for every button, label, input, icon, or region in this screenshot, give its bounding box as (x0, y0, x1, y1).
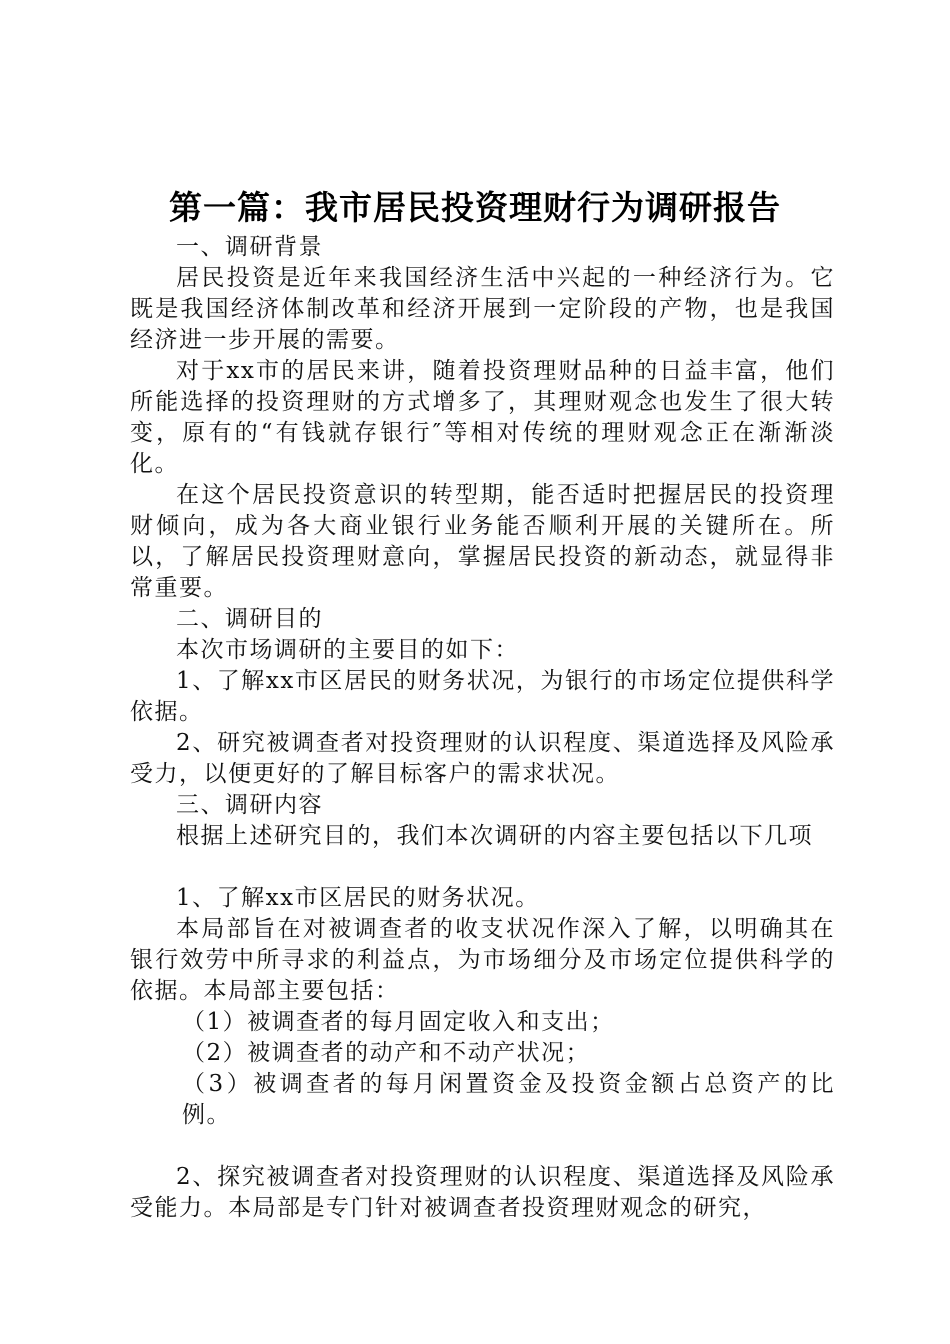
paragraph-content-item-2: 2、探究被调查者对投资理财的认识程度、渠道选择及风险承受能力。本局部是专门针对被调查者投资理财观念的研究， (130, 1164, 835, 1221)
blank-line (130, 852, 835, 883)
blank-line (130, 1131, 835, 1162)
paragraph-purpose-intro: 本次市场调研的主要目的如下： (176, 637, 519, 663)
paragraph-content-item-1: 1、了解xx市区居民的财务状况。 (176, 885, 540, 911)
paragraph-background-1: 居民投资是近年来我国经济生活中兴起的一种经济行为。它既是我国经济体制改革和经济开展到一定阶段的产物，也是我国经济进一步开展的需要。 (130, 265, 835, 353)
list-item-idle-funds: （3）被调查者的每月闲置资金及投资金额占总资产的比例。 (182, 1071, 835, 1128)
paragraph-content-intro: 根据上述研究目的，我们本次调研的内容主要包括以下几项 (176, 823, 813, 849)
document-body (130, 232, 835, 1224)
section-heading-purpose: 二、调研目的 (176, 606, 323, 632)
paragraph-purpose-2: 2、研究被调查者对投资理财的认识程度、渠道选择及风险承受力，以便更好的了解目标客户的需求状况。 (130, 730, 835, 787)
paragraph-purpose-1: 1、了解xx市区居民的财务状况，为银行的市场定位提供科学依据。 (130, 668, 835, 725)
section-heading-content: 三、调研内容 (176, 792, 323, 818)
section-heading-background: 一、调研背景 (176, 234, 323, 260)
paragraph-background-3: 在这个居民投资意识的转型期，能否适时把握居民的投资理财倾向，成为各大商业银行业务能否顺利开展的关键所在。所以，了解居民投资理财意向，掌握居民投资的新动态，就显得非常重要。 (130, 482, 835, 601)
paragraph-background-2: 对于xx市的居民来讲，随着投资理财品种的日益丰富，他们所能选择的投资理财的方式增多了，其理财观念也发生了很大转变，原有的“有钱就存银行″等相对传统的理财观念正在渐渐淡化。 (130, 358, 835, 477)
list-item-assets: （2）被调查者的动产和不动产状况； (182, 1040, 591, 1066)
paragraph-content-item-1-detail: 本局部旨在对被调查者的收支状况作深入了解，以明确其在银行效劳中所寻求的利益点，为市场细分及市场定位提供科学的依据。本局部主要包括： (130, 916, 835, 1004)
list-item-income: （1）被调查者的每月固定收入和支出； (182, 1009, 615, 1035)
document-title: 第一篇：我市居民投资理财行为调研报告 (169, 188, 781, 227)
